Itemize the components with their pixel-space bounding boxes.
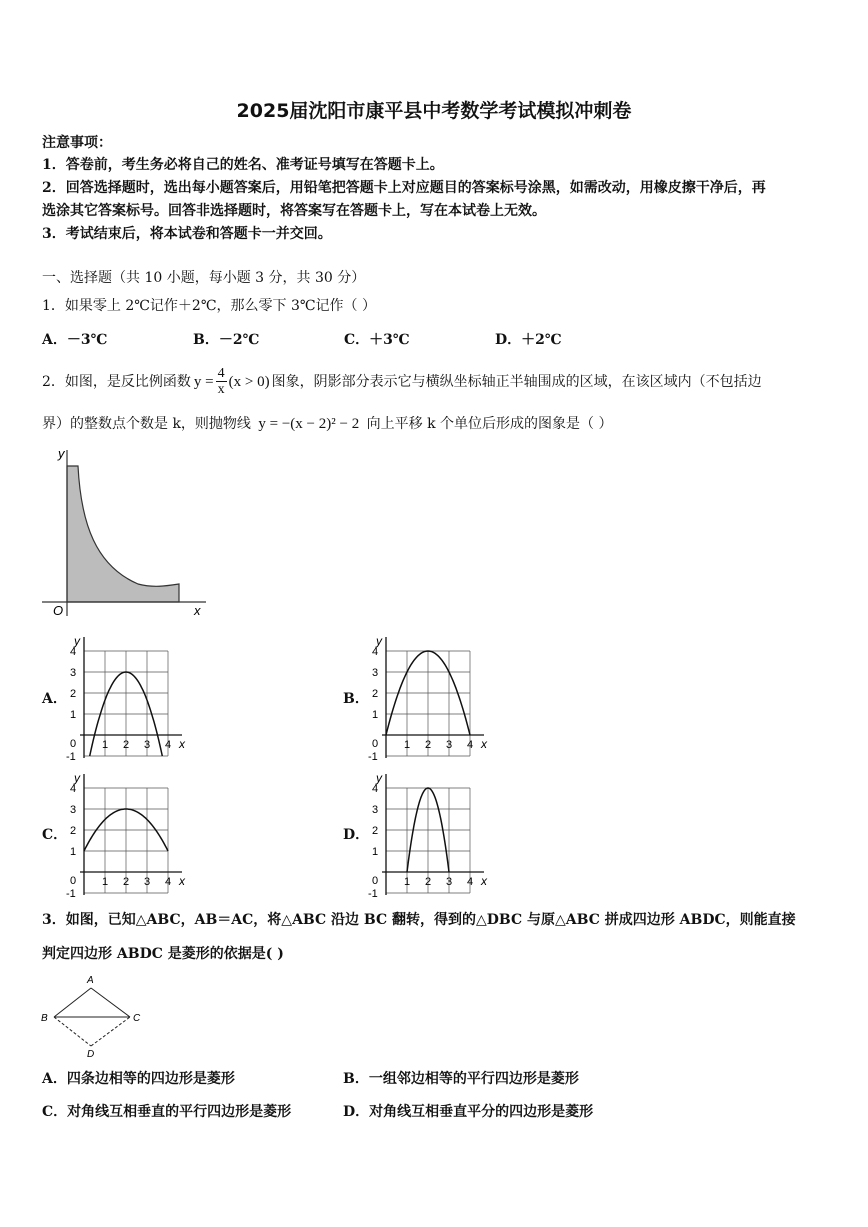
q2-hyperbola-figure xyxy=(38,444,218,619)
y-axis-label: y xyxy=(74,771,80,785)
q2-stem-c: 界）的整数点个数是 k，则抛物线 xyxy=(42,416,251,432)
shaded-region xyxy=(67,466,179,602)
x-tick-label: 3 xyxy=(144,739,151,751)
q2-func-denominator: x xyxy=(217,382,225,397)
y-tick-label: 2 xyxy=(70,688,77,700)
origin-label: O xyxy=(53,603,64,618)
y-tick-label: 4 xyxy=(70,646,77,658)
y-axis-label: y xyxy=(376,634,382,648)
y-tick-label: 0 xyxy=(70,738,77,750)
y-axis-label: y xyxy=(58,446,65,461)
x-tick-label: 1 xyxy=(102,739,109,751)
edge-bd xyxy=(54,1017,91,1046)
y-tick-label: -1 xyxy=(368,888,378,897)
y-axis-label: y xyxy=(376,771,382,785)
x-tick-label: 2 xyxy=(425,739,432,751)
x-tick-label: 2 xyxy=(425,876,432,888)
x-tick-label: 4 xyxy=(165,876,172,888)
y-tick-label: 1 xyxy=(70,846,77,858)
y-tick-label: 3 xyxy=(70,667,77,679)
x-tick-label: 3 xyxy=(446,876,453,888)
vertex-d-label: D xyxy=(87,1049,95,1060)
q2-option-b-label: B． xyxy=(343,691,369,707)
y-tick-label: 4 xyxy=(372,646,379,658)
x-tick-label: 3 xyxy=(446,739,453,751)
x-tick-label: 3 xyxy=(144,876,151,888)
y-tick-label: 0 xyxy=(372,738,379,750)
q3-option-d: D．对角线互相垂直平分的四边形是菱形 xyxy=(343,1104,594,1120)
x-tick-label: 1 xyxy=(404,739,411,751)
q2-stem-b: 图象，阴影部分表示它与横纵坐标轴正半轴围成的区域，在该区域内（不包括边 xyxy=(271,373,762,390)
q1-option-c: C．＋3℃ xyxy=(344,332,410,348)
y-tick-label: 4 xyxy=(372,783,379,795)
y-tick-label: 3 xyxy=(372,667,379,679)
y-tick-label: 0 xyxy=(372,875,379,887)
q2-stem-a: 2．如图，是反比例函数 xyxy=(42,373,191,390)
q3-rhombus-figure xyxy=(36,972,146,1060)
q3-option-c: C．对角线互相垂直的平行四边形是菱形 xyxy=(42,1104,292,1120)
notice-item-3: 3．考试结束后，将本试卷和答题卡一并交回。 xyxy=(42,226,332,242)
q2-option-a-label: A． xyxy=(42,691,67,707)
q3-stem-line2: 判定四边形 ABDC 是菱形的依据是( ) xyxy=(42,946,284,962)
y-tick-label: 1 xyxy=(372,709,379,721)
q1-stem: 1．如果零上 2℃记作＋2℃，那么零下 3℃记作（ ） xyxy=(42,298,376,314)
y-tick-label: 2 xyxy=(372,688,379,700)
y-tick-label: 1 xyxy=(70,709,77,721)
x-tick-label: 1 xyxy=(102,876,109,888)
graph-option-d xyxy=(362,762,502,897)
graph-option-a xyxy=(60,625,200,760)
x-tick-label: 4 xyxy=(467,876,474,888)
y-tick-label: 1 xyxy=(372,846,379,858)
y-tick-label: 2 xyxy=(70,825,77,837)
q2-func-lhs: y = xyxy=(193,373,214,390)
q2-option-d-label: D． xyxy=(343,827,370,843)
q2-stem-d: 向上平移 k 个单位后形成的图象是（ ） xyxy=(366,416,613,432)
section-heading: 一、选择题（共 10 小题，每小题 3 分，共 30 分） xyxy=(42,270,366,286)
graph-option-c xyxy=(60,762,200,897)
x-tick-label: 2 xyxy=(123,876,130,888)
exam-title: 2025届沈阳市康平县中考数学考试模拟冲刺卷 xyxy=(236,100,632,122)
notice-item-1: 1．答卷前，考生务必将自己的姓名、准考证号填写在答题卡上。 xyxy=(42,157,444,173)
q2-func-condition: (x > 0) xyxy=(228,373,270,390)
x-axis-label: x xyxy=(481,874,487,888)
q1-option-d: D．＋2℃ xyxy=(495,332,562,348)
x-axis-label: x xyxy=(179,874,185,888)
x-tick-label: 4 xyxy=(165,739,172,751)
y-tick-label: -1 xyxy=(368,751,378,760)
y-tick-label: 3 xyxy=(372,804,379,816)
graph-option-b xyxy=(362,625,502,760)
q2-parabola: y = −(x − 2)² − 2 xyxy=(258,416,360,432)
notice-item-2-cont: 选涂其它答案标号。回答非选择题时，将答案写在答题卡上，写在本试卷上无效。 xyxy=(42,203,546,219)
y-tick-label: 3 xyxy=(70,804,77,816)
edge-ac xyxy=(91,988,130,1017)
edge-dc xyxy=(91,1017,130,1046)
q2-option-c-label: C． xyxy=(42,827,68,843)
notice-heading: 注意事项： xyxy=(42,135,112,151)
y-tick-label: 0 xyxy=(70,875,77,887)
x-axis-label: x xyxy=(481,737,487,751)
x-tick-label: 1 xyxy=(404,876,411,888)
y-tick-label: 2 xyxy=(372,825,379,837)
y-tick-label: 4 xyxy=(70,783,77,795)
x-tick-label: 4 xyxy=(467,739,474,751)
q3-stem-line1: 3．如图，已知△ABC，AB＝AC，将△ABC 沿边 BC 翻转，得到的△DBC 与原△ABC 拼成四边形 ABDC，则能直接 xyxy=(42,912,796,928)
notice-item-2: 2．回答选择题时，选出每小题答案后，用铅笔把答题卡上对应题目的答案标号涂黑，如需改动，用橡皮擦干净后，再 xyxy=(42,180,766,196)
q1-option-a: A．－3℃ xyxy=(42,332,108,348)
q2-stem-line1 xyxy=(42,366,762,397)
q2-stem-line2 xyxy=(42,414,613,434)
y-tick-label: -1 xyxy=(66,888,76,897)
q3-option-b: B．一组邻边相等的平行四边形是菱形 xyxy=(343,1071,579,1087)
x-axis-label: x xyxy=(179,737,185,751)
q2-func-fraction xyxy=(216,366,227,397)
x-tick-label: 2 xyxy=(123,739,130,751)
vertex-a-label: A xyxy=(87,975,94,986)
vertex-c-label: C xyxy=(133,1013,141,1024)
q1-option-b: B．－2℃ xyxy=(193,332,260,348)
edge-ab xyxy=(54,988,91,1017)
y-axis-label: y xyxy=(74,634,80,648)
q2-func-numerator: 4 xyxy=(217,366,225,381)
y-tick-label: -1 xyxy=(66,751,76,760)
q3-option-a: A．四条边相等的四边形是菱形 xyxy=(42,1071,235,1087)
vertex-b-label: B xyxy=(41,1013,48,1024)
x-axis-label: x xyxy=(194,603,201,618)
